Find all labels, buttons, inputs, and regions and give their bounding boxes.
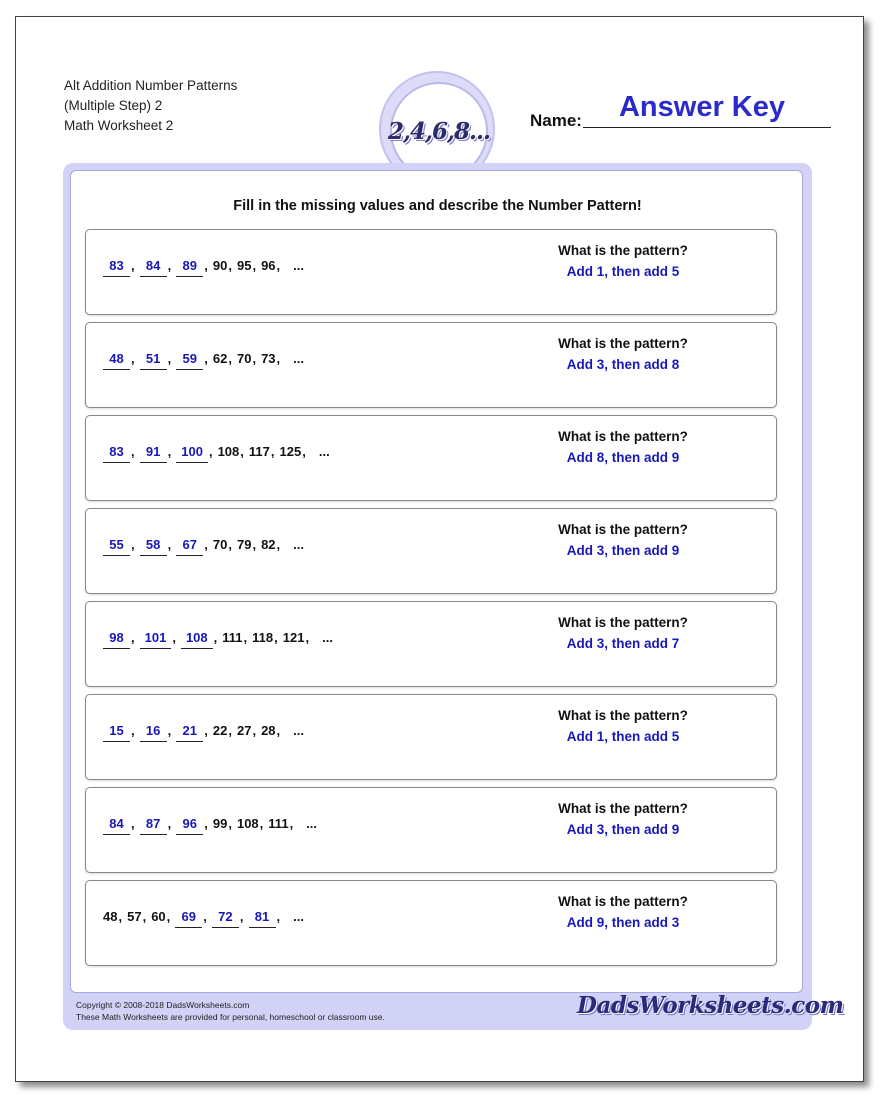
sequence-ellipsis: ... [322, 630, 333, 645]
comma-separator: , [167, 816, 172, 831]
answer-blank[interactable]: 98 [103, 630, 130, 649]
answer-blank[interactable]: 55 [103, 537, 130, 556]
answer-blank[interactable]: 48 [103, 351, 130, 370]
number-sequence [103, 348, 304, 370]
comma-separator: , [131, 351, 135, 366]
sequence-ellipsis: ... [293, 723, 304, 738]
pattern-question [506, 706, 740, 748]
comma-separator: , [131, 816, 135, 831]
answer-blank[interactable]: 67 [176, 537, 203, 556]
comma-separator: , [276, 351, 281, 366]
comma-separator: , [167, 258, 172, 273]
pattern-question-label: What is the pattern? [558, 708, 688, 723]
comma-separator: , [203, 909, 207, 924]
answer-blank[interactable]: 69 [175, 909, 202, 928]
given-term: 60 [151, 909, 166, 924]
problem-box [85, 322, 777, 408]
title-line-2: (Multiple Step) 2 [64, 98, 163, 113]
comma-separator: , [276, 258, 281, 273]
pattern-question [506, 520, 740, 562]
sequence-ellipsis: ... [318, 444, 330, 459]
badge-text: 2,4,6,8... [387, 117, 491, 145]
problem-box [85, 601, 777, 687]
comma-separator: , [131, 723, 135, 738]
comma-separator: , [276, 537, 281, 552]
comma-separator: , [239, 909, 244, 924]
worksheet-title [64, 76, 237, 136]
pattern-question [506, 241, 740, 283]
comma-separator: , [274, 630, 278, 645]
sequence-ellipsis: ... [293, 909, 304, 924]
comma-separator: , [228, 816, 232, 831]
pattern-answer[interactable]: Add 3, then add 9 [566, 822, 680, 837]
sequence-ellipsis: ... [293, 537, 304, 552]
number-sequence [103, 813, 317, 835]
comma-separator: , [302, 444, 306, 459]
comma-separator: , [228, 537, 232, 552]
comma-separator: , [252, 258, 257, 273]
comma-separator: , [166, 909, 171, 924]
pattern-question-label: What is the pattern? [558, 801, 688, 816]
comma-separator: , [276, 723, 281, 738]
given-term: 125 [279, 444, 302, 459]
answer-blank[interactable]: 84 [140, 258, 167, 277]
pattern-answer[interactable]: Add 9, then add 3 [566, 915, 680, 930]
comma-separator: , [167, 723, 172, 738]
comma-separator: , [131, 537, 135, 552]
answer-blank[interactable]: 51 [140, 351, 167, 370]
given-term: 111 [268, 816, 289, 831]
answer-blank[interactable]: 100 [176, 444, 208, 463]
pattern-answer[interactable]: Add 8, then add 9 [566, 450, 680, 465]
comma-separator: , [208, 444, 213, 459]
name-line [583, 127, 831, 128]
pattern-question-label: What is the pattern? [558, 336, 688, 351]
comma-separator: , [131, 630, 135, 645]
pattern-question-label: What is the pattern? [558, 522, 688, 537]
sequence-ellipsis: ... [306, 816, 318, 831]
answer-blank[interactable]: 16 [140, 723, 167, 742]
comma-separator: , [252, 351, 257, 366]
pattern-answer[interactable]: Add 3, then add 8 [566, 357, 680, 372]
comma-separator: , [167, 444, 172, 459]
answer-blank[interactable]: 81 [249, 909, 276, 928]
given-term: 108 [236, 816, 259, 831]
given-term: 79 [236, 537, 252, 552]
pattern-question-label: What is the pattern? [558, 429, 688, 444]
given-term: 48 [103, 909, 118, 924]
comma-separator: , [118, 909, 123, 924]
comma-separator: , [172, 630, 176, 645]
worksheet-body [70, 170, 803, 993]
worksheet-frame [63, 163, 844, 1030]
footer-copyright [76, 999, 385, 1023]
pattern-question [506, 799, 740, 841]
answer-blank[interactable]: 89 [176, 258, 203, 277]
copyright-text: Copyright © 2008-2018 DadsWorksheets.com [76, 1000, 250, 1010]
answer-blank[interactable]: 84 [103, 816, 130, 835]
given-term: 82 [261, 537, 276, 552]
answer-blank[interactable]: 83 [103, 258, 130, 277]
comma-separator: , [204, 537, 208, 552]
given-term: 95 [236, 258, 252, 273]
comma-separator: , [167, 537, 172, 552]
dadsworksheets-logo: DadsWorksheets.com [577, 992, 844, 1019]
given-term: 22 [212, 723, 228, 738]
title-line-1: Alt Addition Number Patterns [64, 78, 238, 93]
problem-box [85, 787, 777, 873]
pattern-answer[interactable]: Add 1, then add 5 [566, 729, 680, 744]
answer-blank[interactable]: 108 [181, 630, 213, 649]
comma-separator: , [228, 258, 232, 273]
comma-separator: , [142, 909, 147, 924]
comma-separator: , [204, 723, 208, 738]
comma-separator: , [289, 816, 294, 831]
answer-blank[interactable]: 96 [176, 816, 203, 835]
problem-box [85, 694, 777, 780]
given-term: 73 [261, 351, 276, 366]
given-term: 57 [127, 909, 142, 924]
given-term: 28 [261, 723, 276, 738]
problem-box [85, 880, 777, 966]
pattern-question-label: What is the pattern? [558, 243, 688, 258]
number-sequence [103, 627, 333, 649]
comma-separator: , [131, 258, 135, 273]
given-term: 108 [217, 444, 240, 459]
given-term: 70 [212, 537, 228, 552]
pattern-question [506, 613, 740, 655]
problem-box [85, 508, 777, 594]
instructions: Fill in the missing values and describe the Number Pattern! [233, 198, 642, 214]
given-term: 111 [222, 630, 243, 645]
comma-separator: , [228, 723, 232, 738]
comma-separator: , [167, 351, 172, 366]
problem-box [85, 229, 777, 315]
sequence-ellipsis: ... [293, 351, 304, 366]
answer-blank[interactable]: 59 [176, 351, 203, 370]
number-sequence [103, 255, 304, 277]
comma-separator: , [204, 351, 208, 366]
number-sequence [103, 906, 304, 928]
pattern-answer[interactable]: Add 1, then add 5 [566, 264, 680, 279]
comma-separator: , [252, 537, 257, 552]
pattern-question [506, 892, 740, 934]
given-term: 121 [282, 630, 305, 645]
pattern-answer[interactable]: Add 3, then add 9 [566, 543, 680, 558]
pattern-question-label: What is the pattern? [558, 615, 688, 630]
pattern-question-label: What is the pattern? [558, 894, 688, 909]
problem-box [85, 415, 777, 501]
given-term: 117 [248, 444, 270, 459]
given-term: 99 [212, 816, 228, 831]
given-term: 62 [212, 351, 228, 366]
answer-blank[interactable]: 101 [140, 630, 172, 649]
comma-separator: , [252, 723, 257, 738]
answer-blank[interactable]: 83 [103, 444, 130, 463]
pattern-question [506, 427, 740, 469]
comma-separator: , [240, 444, 244, 459]
comma-separator: , [243, 630, 248, 645]
comma-separator: , [204, 258, 208, 273]
comma-separator: , [276, 909, 281, 924]
answer-blank[interactable]: 91 [140, 444, 167, 463]
comma-separator: , [228, 351, 232, 366]
pattern-answer[interactable]: Add 3, then add 7 [566, 636, 680, 651]
given-term: 27 [236, 723, 252, 738]
comma-separator: , [204, 816, 208, 831]
comma-separator: , [305, 630, 310, 645]
answer-blank[interactable]: 58 [140, 537, 167, 556]
sequence-ellipsis: ... [293, 258, 304, 273]
answer-key-text: Answer Key [618, 91, 785, 123]
given-term: 90 [212, 258, 228, 273]
name-label: Name: [530, 111, 582, 130]
comma-separator: , [270, 444, 275, 459]
comma-separator: , [213, 630, 218, 645]
title-line-3: Math Worksheet 2 [64, 118, 174, 133]
comma-separator: , [131, 444, 135, 459]
comma-separator: , [259, 816, 264, 831]
number-sequence [103, 534, 304, 556]
answer-blank[interactable]: 72 [212, 909, 239, 928]
answer-blank[interactable]: 87 [140, 816, 167, 835]
given-term: 70 [236, 351, 252, 366]
given-term: 118 [252, 630, 274, 645]
answer-blank[interactable]: 15 [103, 723, 130, 742]
answer-blank[interactable]: 21 [176, 723, 203, 742]
usage-notice: These Math Worksheets are provided for personal, homeschool or classroom use. [76, 1012, 385, 1022]
given-term: 96 [261, 258, 276, 273]
number-sequence [103, 441, 330, 463]
pattern-question [506, 334, 740, 376]
number-sequence [103, 720, 304, 742]
